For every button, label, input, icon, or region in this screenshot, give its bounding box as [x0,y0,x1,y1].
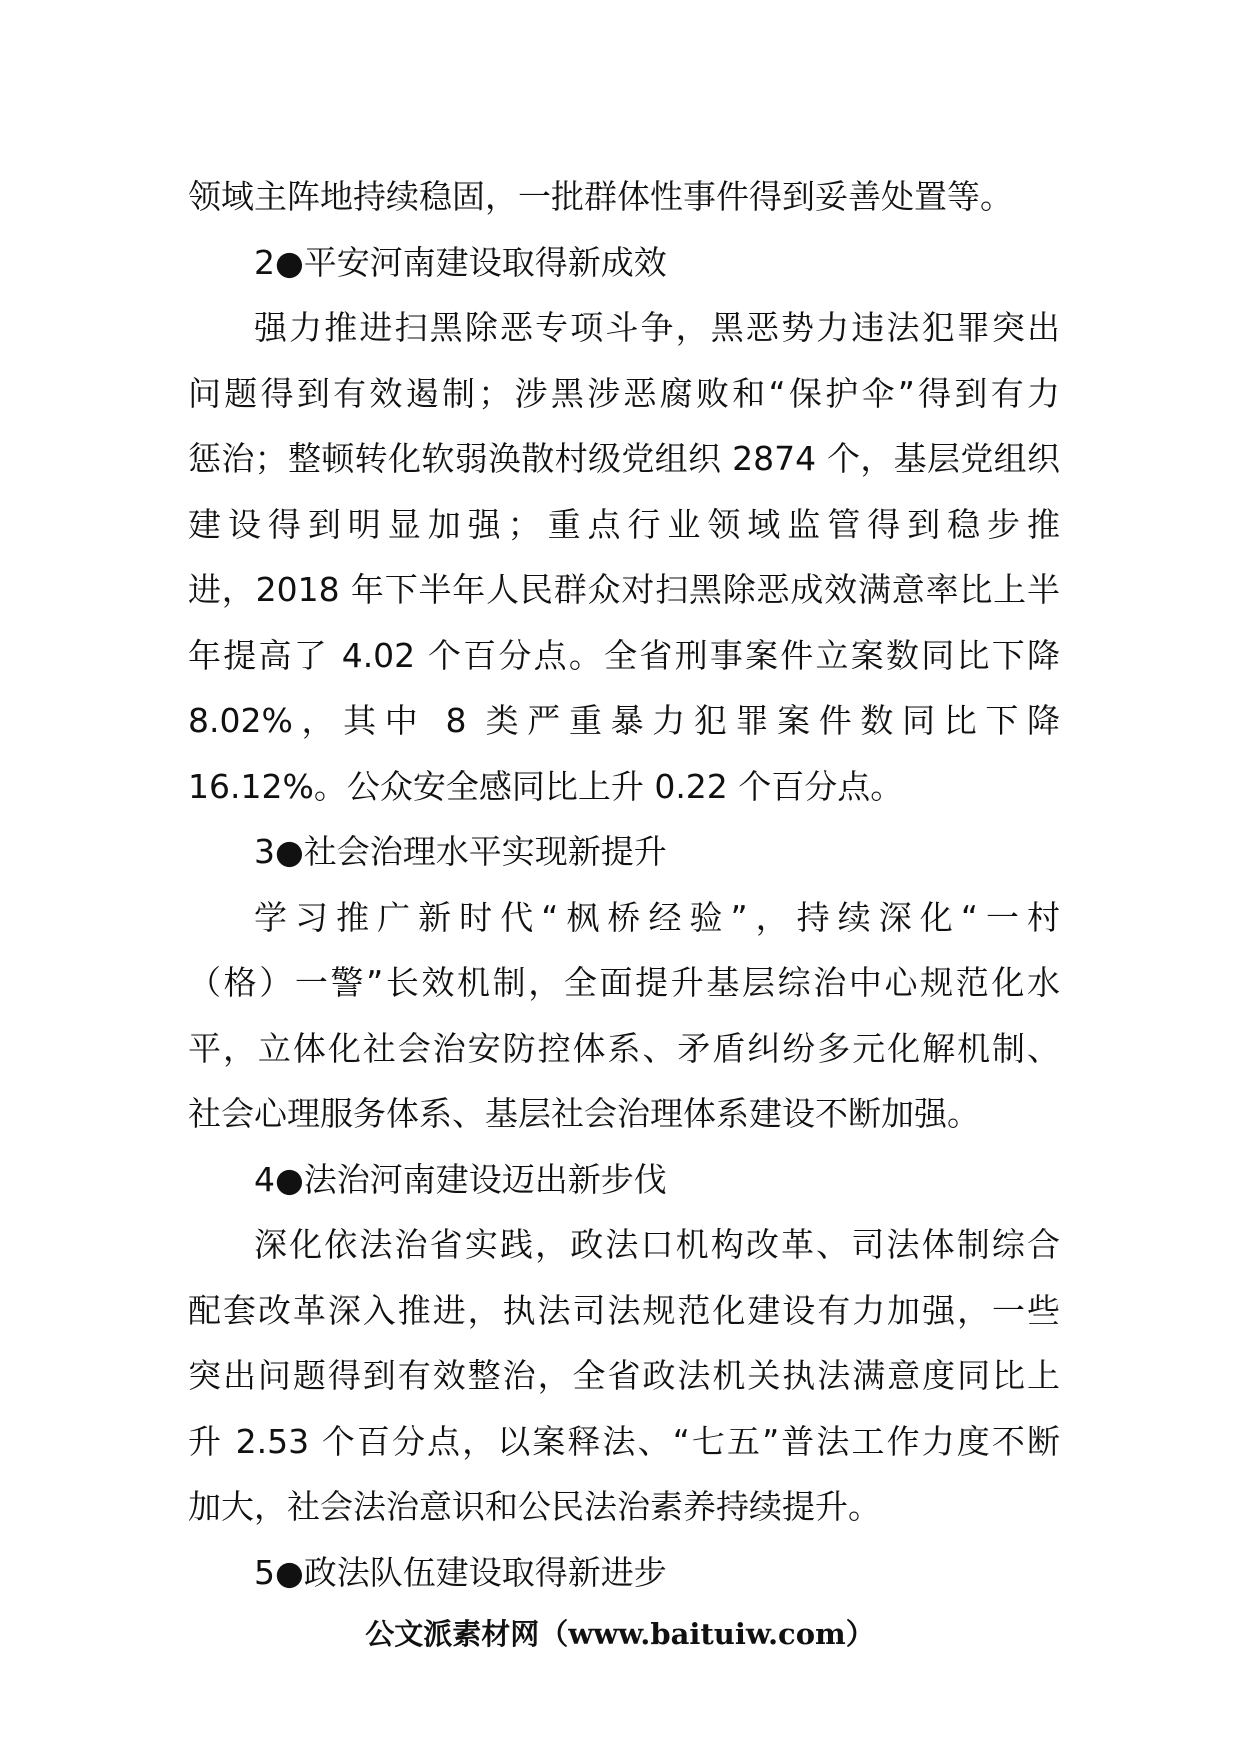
footer-watermark: 公文派素材网（www.baituiw.com） [365,1617,875,1651]
paragraph-line: 进，2018 年下半年人民群众对扫黑除恶成效满意率比上半 [188,570,1060,609]
paragraph-line: 配套改革深入推进，执法司法规范化建设有力加强，一些 [188,1290,1060,1330]
paragraph-line: 问题得到有效遏制；涉黑涉恶腐败和“保护伞”得到有力 [188,373,1060,413]
paragraph-line: 加大，社会法治意识和公民法治素养持续提升。 [188,1487,881,1526]
section-heading: 4●法治河南建设迈出新步伐 [254,1159,667,1199]
paragraph-line: 16.12%。公众安全感同比上升 0.22 个百分点。 [188,766,904,806]
paragraph-line: 年提高了 4.02 个百分点。全省刑事案件立案数同比下降 [188,635,1060,675]
document-body [188,164,1060,1605]
paragraph-line: 强力推进扫黑除恶专项斗争，黑恶势力违法犯罪突出 [254,308,1060,347]
paragraph-line: 建设得到明显加强；重点行业领域监管得到稳步推 [188,504,1060,544]
paragraph-line: 社会心理服务体系、基层社会治理体系建设不断加强。 [188,1094,980,1133]
section-heading: 2●平安河南建设取得新成效 [254,242,667,282]
paragraph-line: 突出问题得到有效整治，全省政法机关执法满意度同比上 [188,1356,1060,1395]
paragraph-line: 领域主阵地持续稳固，一批群体性事件得到妥善处置等。 [188,177,1013,216]
paragraph-line: 升 2.53 个百分点，以案释法、“七五”普法工作力度不断 [188,1421,1060,1461]
paragraph-line: 8.02%，其中 8 类严重暴力犯罪案件数同比下降 [188,701,1060,740]
paragraph-line: （格）一警”长效机制，全面提升基层综治中心规范化水 [188,963,1060,1002]
section-heading: 5●政法队伍建设取得新进步 [254,1552,667,1592]
section-heading: 3●社会治理水平实现新提升 [254,832,667,871]
paragraph-line: 学习推广新时代“枫桥经验”，持续深化“一村 [254,897,1060,937]
paragraph-line: 平，立体化社会治安防控体系、矛盾纠纷多元化解机制、 [188,1028,1060,1068]
paragraph-line: 惩治；整顿转化软弱涣散村级党组织 2874 个，基层党组织 [188,439,1060,478]
paragraph-line: 深化依法治省实践，政法口机构改革、司法体制综合 [254,1225,1060,1264]
